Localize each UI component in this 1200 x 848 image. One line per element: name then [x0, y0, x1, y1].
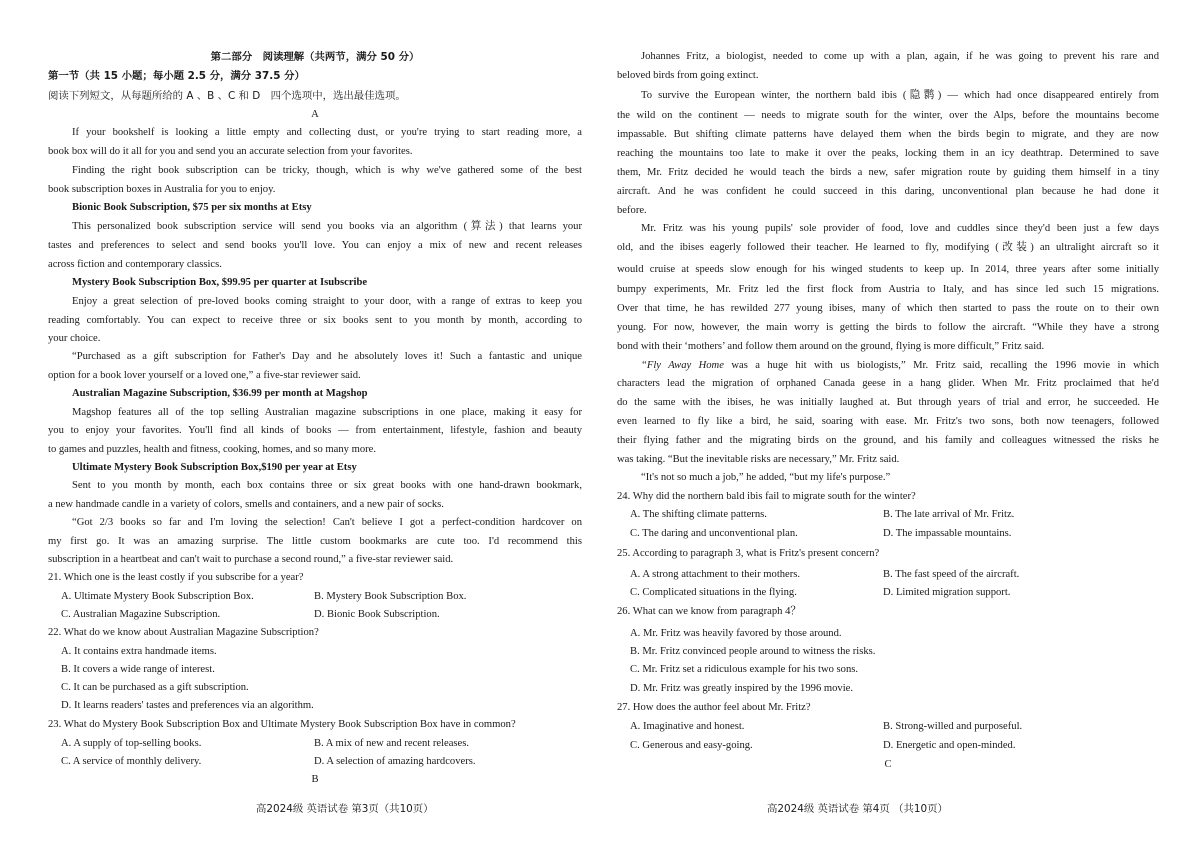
- text-line: Over that time, he has rewilded 277 young ibises, many of which then started to pass the route on to their own: [617, 303, 1159, 314]
- option-right: D. A selection of amazing hardcovers.: [314, 756, 476, 767]
- text-line: book box will do it all for you and send you an accurate selection from your favorites.: [48, 146, 413, 157]
- option-right: D. Limited migration support.: [883, 587, 1011, 598]
- text-line: characters lead the migration of orphaned Canada geese in a hang glider. When Mr. Fritz proclaimed that he'd: [617, 378, 1159, 389]
- text-line: reading comfortably. You can expect to receive three or six books sent to you month by month, according to: [48, 315, 582, 326]
- text-line: 阅读下列短文，从每题所给的 A 、B 、C 和 D 四个选项中，选出最佳选项。: [48, 90, 406, 102]
- text-line: Johannes Fritz, a biologist, needed to come up with a plan, again, if he was going to prevent his rare and: [641, 51, 1159, 62]
- option-left: A. Ultimate Mystery Book Subscription Box.: [61, 591, 254, 602]
- line-text: was a huge hit with us biologists,” Mr. Fritz said, recalling the 1996 movie in which: [731, 360, 1159, 371]
- text-line: across fiction and contemporary classics.: [48, 259, 222, 270]
- option-left: C. Generous and easy-going.: [630, 740, 753, 751]
- option-right: D. Bionic Book Subscription.: [314, 609, 440, 620]
- text-line: would cruise at speeds slow enough for his winged students to keep up. In 2014, three years after some initially: [617, 264, 1159, 275]
- option-left: C. A service of monthly delivery.: [61, 756, 202, 767]
- text-line: aircraft. And he was confident he could succeed in this daring, unconventional plan because he had done it: [617, 186, 1159, 197]
- text-line: 21. Which one is the least costly if you subscribe for a year?: [48, 572, 304, 583]
- text-line: C. It can be purchased as a gift subscription.: [61, 682, 249, 693]
- option-right: B. Strong-willed and purposeful.: [883, 721, 1023, 732]
- text-line: a new handmade candle in a variety of colors, smells and containers, and a new pair of socks.: [48, 499, 444, 510]
- text-line: Magshop features all of the top selling Australian magazine subscriptions in one place, making it easy for: [72, 407, 582, 418]
- text-line: “It's not so much a job,” he added, “but my life's purpose.”: [641, 472, 891, 483]
- text-line: subscription in a heartbeat and can't wait to purchase a second round,” a five-star reviewer said.: [48, 554, 454, 565]
- text-line: [617, 357, 1159, 375]
- text-line: B: [311, 774, 319, 785]
- text-line: Mr. Fritz was his young pupils' sole provider of food, love and cuddles since they'd been just a few days: [641, 223, 1159, 234]
- text-line: reaching the mountains too late to make it over the peaks, locking them in an icy deathtrap. Determined to save: [617, 148, 1159, 159]
- text-line: the wild on the continent — needs to migrate south for the winter, over the Alps, before the mountains become: [617, 110, 1159, 121]
- text-line: C. Mr. Fritz set a ridiculous example for his two sons.: [630, 664, 859, 675]
- text-line: Australian Magazine Subscription, $36.99 per month at Magshop: [72, 388, 368, 399]
- text-line: D. Mr. Fritz was greatly inspired by the 1996 movie.: [630, 683, 854, 694]
- text-line: 23. What do Mystery Book Subscription Box and Ultimate Mystery Book Subscription Box have in common?: [48, 719, 516, 730]
- text-line: This personalized book subscription service will send you books via an algorithm (算法) that learns your: [72, 221, 582, 232]
- text-line: young. For now, however, the main worry is getting the birds to follow the aircraft. “While they have a strong: [617, 322, 1159, 333]
- text-line: 24. Why did the northern bald ibis fail to migrate south for the winter?: [617, 491, 916, 502]
- text-line: C: [884, 759, 892, 770]
- text-line: beloved birds from going extinct.: [617, 70, 759, 81]
- option-right: B. A mix of new and recent releases.: [314, 738, 470, 749]
- text-line: option for a book lover yourself or a loved one,” a five-star reviewer said.: [48, 370, 361, 381]
- text-line: If your bookshelf is looking a little empty and collecting dust, or you're trying to start reading more, a: [72, 127, 582, 138]
- text-line: old, and the ibises eagerly followed their teacher. He learned to fly, modifying (改装) an ultralight aircraft so it: [617, 242, 1159, 253]
- option-right: D. The impassable mountains.: [883, 528, 1012, 539]
- text-line: Mystery Book Subscription Box, $99.95 per quarter at Isubscribe: [72, 277, 368, 288]
- text-line: bond with their ‘mothers’ and follow them around on the ground, flying is more difficult,” Fritz said.: [617, 341, 1045, 352]
- text-line: A. It contains extra handmade items.: [61, 646, 217, 657]
- text-line: Bionic Book Subscription, $75 per six months at Etsy: [72, 202, 312, 213]
- text-line: my first go. It was an amazing surprise. The little custom bookmarks are cute too. I'd recommend this: [48, 536, 582, 547]
- text-line: their flying father and the migrating birds on the ground, and his family and colleagues witnessed the risks he: [617, 435, 1159, 446]
- text-line: Sent to you month by month, each box contains three or six great books with one hand-drawn bookmark,: [72, 480, 582, 491]
- text-line: tastes and preferences to select and send books you'll love. You can enjoy a mix of new and recent releases: [48, 240, 582, 251]
- text-line: your choice.: [48, 333, 101, 344]
- text-line: before.: [617, 205, 647, 216]
- text-line: 27. How does the author feel about Mr. Fritz?: [617, 702, 811, 713]
- text-line: to games and puzzles, health and fitness, cooking, homes, and so many more.: [48, 444, 377, 455]
- text-line: even learned to fly like a bird, he said, soaring with ease. Mr. Fritz's two sons, both now teenagers, followed: [617, 416, 1159, 427]
- option-left: C. Australian Magazine Subscription.: [61, 609, 221, 620]
- option-left: A. The shifting climate patterns.: [630, 509, 767, 520]
- text-line: 25. According to paragraph 3, what is Fritz's present concern?: [617, 548, 880, 559]
- option-right: B. The fast speed of the aircraft.: [883, 569, 1020, 580]
- text-line: bumpy experiments, Mr. Fritz led the first flock from Austria to Italy, and has since led such 15 migrations.: [617, 284, 1159, 295]
- text-line: book subscription boxes in Australia for you to enjoy.: [48, 184, 276, 195]
- text-line: B. Mr. Fritz convinced people around to witness the risks.: [630, 646, 876, 657]
- text-line: 第一节（共 15 小题；每小题 2.5 分，满分 37.5 分）: [48, 70, 305, 82]
- text-line: A. Mr. Fritz was heavily favored by those around.: [630, 628, 842, 639]
- text-line: To survive the European winter, the northern bald ibis (隐鹮) — which had once disappeared entirely from: [641, 90, 1159, 101]
- option-right: B. Mystery Book Subscription Box.: [314, 591, 467, 602]
- text-line: 26. What can we know from paragraph 4？: [617, 606, 801, 617]
- page-4-footer: 高2024级 英语试卷 第4页 （共10页）: [767, 803, 948, 815]
- option-right: D. Energetic and open-minded.: [883, 740, 1016, 751]
- text-line: Finding the right book subscription can be tricky, though, which is why we've gathered some of the best: [72, 165, 582, 176]
- text-line: impassable. But shifting climate patterns have delayed them when the birds begin to migrate, and they are now: [617, 129, 1159, 140]
- text-line: D. It learns readers' tastes and preferences via an algorithm.: [61, 700, 314, 711]
- text-line: you to enjoy your favorites. You'll find all kinds of books — from entertainment, lifestyle, fashion and beauty: [48, 425, 582, 436]
- text-line: B. It covers a wide range of interest.: [61, 664, 215, 675]
- text-line: do the same with the ibises, he was initially laughed at. But through years of trial and error, he succeeded. He: [617, 397, 1159, 408]
- option-left: C. Complicated situations in the flying.: [630, 587, 797, 598]
- text-line: them, Mr. Fritz decided he would teach the birds a new, safer migration route by guiding them himself in a tiny: [617, 167, 1159, 178]
- option-left: C. The daring and unconventional plan.: [630, 528, 798, 539]
- italic-title: “Fly Away Home: [641, 360, 724, 371]
- option-left: A. A supply of top-selling books.: [61, 738, 202, 749]
- option-right: B. The late arrival of Mr. Fritz.: [883, 509, 1015, 520]
- option-left: A. A strong attachment to their mothers.: [630, 569, 801, 580]
- page-3-footer: 高2024级 英语试卷 第3页（共10页）: [256, 803, 434, 815]
- text-line: “Got 2/3 books so far and I'm loving the selection! Can't believe I got a perfect-condition hardcover on: [72, 517, 582, 528]
- text-line: 22. What do we know about Australian Magazine Subscription?: [48, 627, 319, 638]
- option-left: A. Imaginative and honest.: [630, 721, 745, 732]
- text-line: Enjoy a great selection of pre-loved books coming straight to your door, with a range of extras to keep you: [72, 296, 582, 307]
- text-line: 第二部分 阅读理解（共两节，满分 50 分）: [210, 51, 420, 63]
- text-line: was taking. “But the inevitable risks are necessary,” Mr. Fritz said.: [617, 454, 900, 465]
- text-line: Ultimate Mystery Book Subscription Box,$190 per year at Etsy: [72, 462, 357, 473]
- text-line: “Purchased as a gift subscription for Father's Day and he absolutely loves it! Such a fantastic and unique: [72, 351, 582, 362]
- text-line: A: [311, 109, 319, 120]
